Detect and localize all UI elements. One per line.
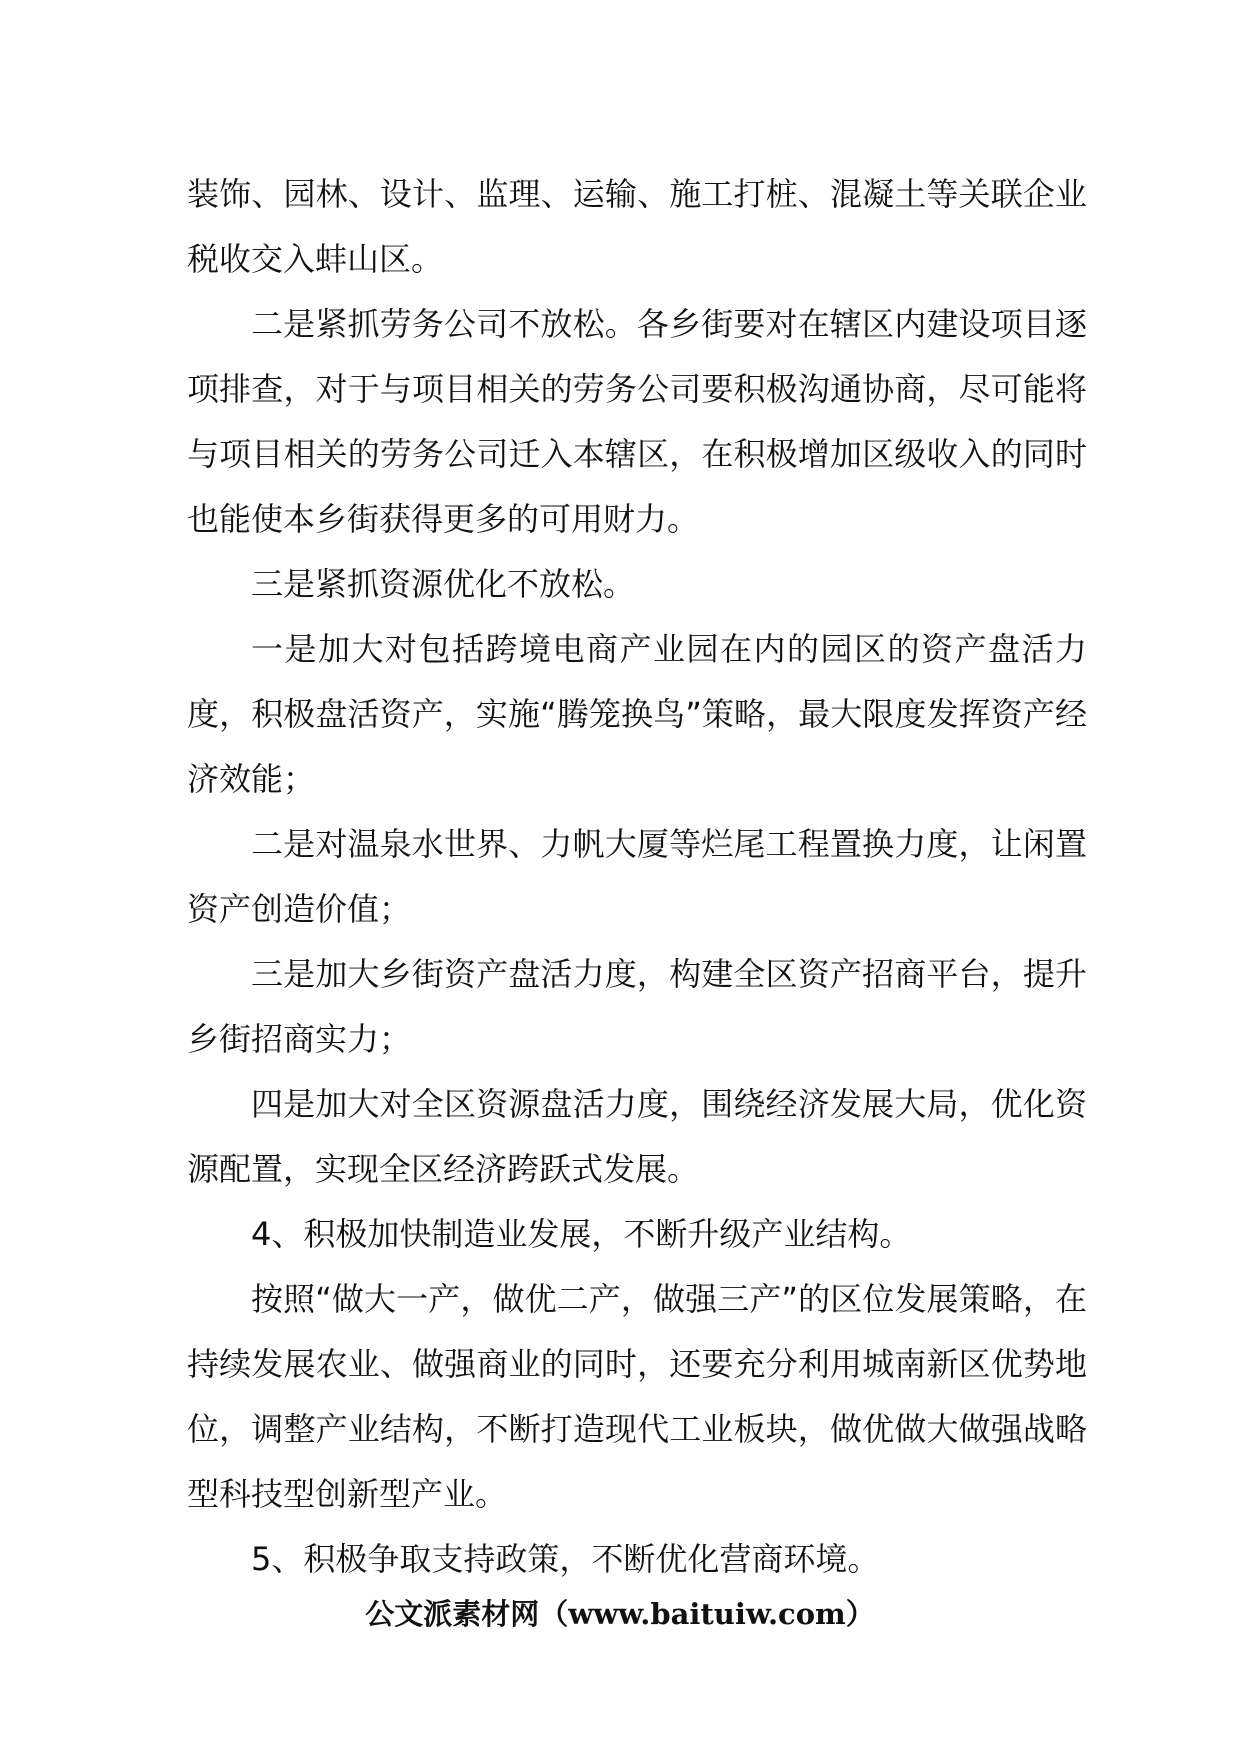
paragraph-resource-allocation: 四是加大对全区资源盘活力度，围绕经济发展大局，优化资源配置，实现全区经济跨跃式发展。 — [187, 1085, 1087, 1188]
paragraph-continuation: 装饰、园林、设计、监理、运输、施工打桩、混凝土等关联企业税收交入蚌山区。 — [187, 175, 1087, 278]
paragraph-resource-optimization: 三是紧抓资源优化不放松。 — [251, 565, 636, 603]
paragraph-unfinished-projects: 二是对温泉水世界、力帆大厦等烂尾工程置换力度，让闲置资产创造价值； — [187, 825, 1087, 928]
heading-manufacturing: 4、积极加快制造业发展，不断升级产业结构。 — [251, 1215, 912, 1253]
paragraph-asset-revitalization: 一是加大对包括跨境电商产业园在内的园区的资产盘活力度，积极盘活资产，实施“腾笼换鸟”策略，最大限度发挥资产经济效能； — [187, 630, 1087, 798]
footer-watermark-text: 公文派素材网（www.baituiw.com） — [365, 1597, 875, 1631]
heading-business-environment: 5、积极争取支持政策，不断优化营商环境。 — [251, 1540, 880, 1578]
paragraph-labor-companies: 二是紧抓劳务公司不放松。各乡街要对在辖区内建设项目逐项排查，对于与项目相关的劳务公司要积极沟通协商，尽可能将与项目相关的劳务公司迁入本辖区，在积极增加区级收入的同时也能使本乡街获得更多的可用财力。 — [187, 305, 1087, 538]
paragraph-township-assets: 三是加大乡街资产盘活力度，构建全区资产招商平台，提升乡街招商实力； — [187, 955, 1087, 1058]
document-body — [187, 162, 1087, 1592]
paragraph-industry-strategy: 按照“做大一产，做优二产，做强三产”的区位发展策略，在持续发展农业、做强商业的同时，还要充分利用城南新区优势地位，调整产业结构，不断打造现代工业板块，做优做大做强战略型科技型创新型产业。 — [187, 1280, 1087, 1513]
